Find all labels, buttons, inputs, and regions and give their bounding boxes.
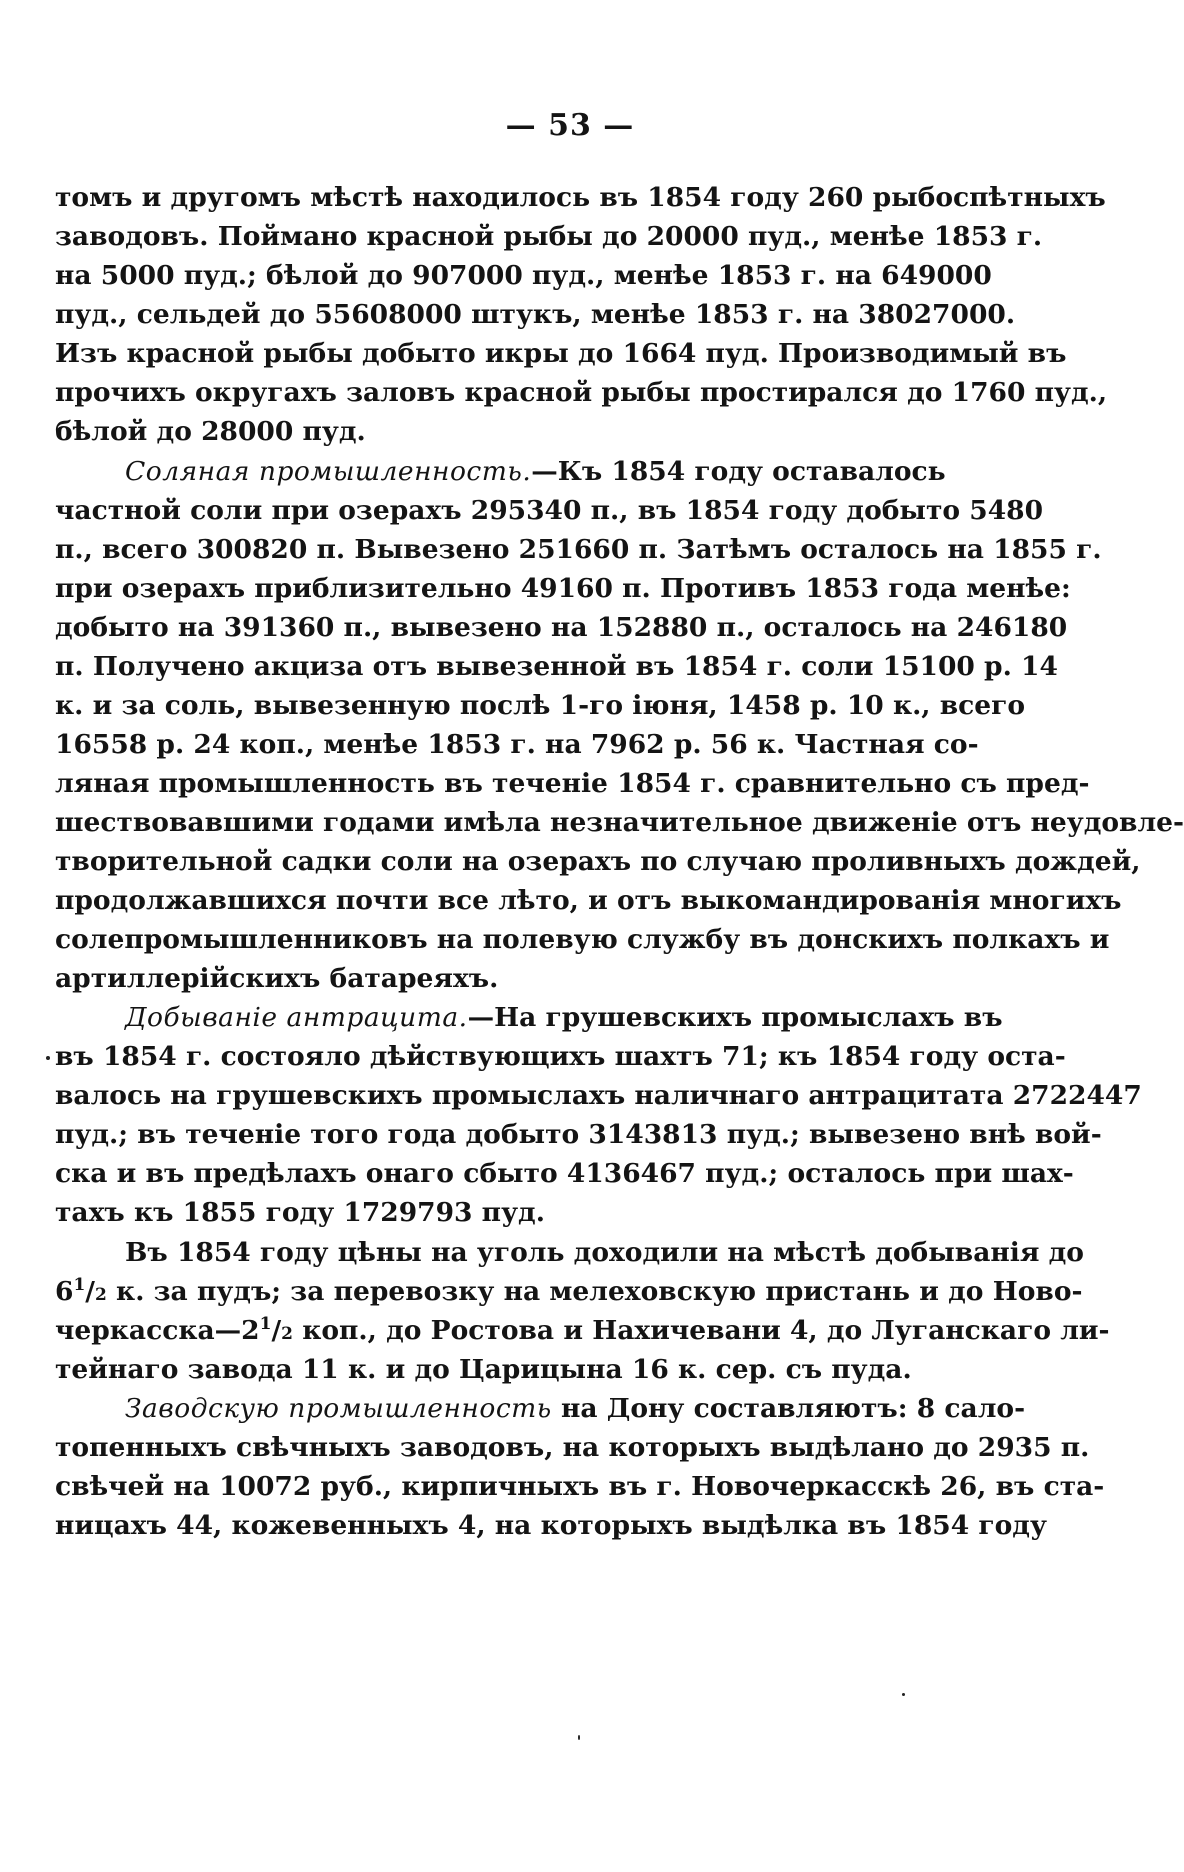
text-line: солепромышленниковъ на полевую службу въ донскихъ полкахъ и — [55, 924, 1110, 955]
text-line: въ 1854 г. состояло дѣйствующихъ шахтъ 71; къ 1854 году оста- — [55, 1041, 1066, 1072]
text-line: валось на грушевскихъ промыслахъ наличнаго антрацитата 2722447 — [55, 1080, 1142, 1111]
text-line: пуд.; въ теченіе того года добыто 3143813 пуд.; вывезено внѣ вой- — [55, 1119, 1102, 1150]
anthracite-first-line-rest: —На грушевскихъ промыслахъ въ — [467, 1002, 1003, 1033]
fraction-slash: / — [271, 1315, 282, 1346]
fraction-numerator: 1 — [259, 1314, 272, 1334]
text-line: ницахъ 44, кожевенныхъ 4, на которыхъ выдѣлка въ 1854 году — [55, 1510, 1047, 1541]
fraction-numerator: 1 — [73, 1275, 86, 1295]
text-line: п. Получено акциза отъ вывезенной въ 1854 г. соли 15100 р. 14 — [55, 651, 1058, 682]
paragraph-anthracite — [55, 998, 1142, 1232]
text-line: прочихъ округахъ заловъ красной рыбы простирался до 1760 пуд., — [55, 377, 1108, 408]
paragraph-factory — [55, 1389, 1105, 1545]
text-line: Изъ красной рыбы добыто икры до 1664 пуд. Производимый въ — [55, 338, 1067, 369]
text-line: пуд., сельдей до 55608000 штукъ, менѣе 1853 г. на 38027000. — [55, 299, 1016, 330]
fraction-denominator: 2 — [281, 1324, 293, 1344]
text-line: на 5000 пуд.; бѣлой до 907000 пуд., менѣе 1853 г. на 649000 — [55, 260, 992, 291]
fraction-slash: / — [85, 1276, 95, 1307]
text-line: 16558 р. 24 коп., менѣе 1853 г. на 7962 р. 56 к. Частная со- — [55, 729, 979, 760]
salt-heading: Соляная промышленность. — [125, 456, 532, 487]
text-line: ска и въ предѣлахъ онаго сбыто 4136467 пуд.; осталось при шах- — [55, 1158, 1074, 1189]
factory-first-line-rest: на Дону составляютъ: 8 сало- — [551, 1393, 1026, 1424]
text-line: бѣлой до 28000 пуд. — [55, 416, 366, 447]
factory-heading: Заводскую промышленность — [125, 1393, 552, 1424]
text-line: топенныхъ свѣчныхъ заводовъ, на которыхъ выдѣлано до 2935 п. — [55, 1432, 1090, 1463]
paragraph-prices — [55, 1233, 1110, 1389]
salt-first-line — [55, 452, 946, 491]
price-line-fraction-2 — [55, 1311, 1110, 1350]
scan-speck — [902, 1693, 905, 1696]
salt-first-line-rest: —Къ 1854 году оставалось — [531, 456, 946, 487]
text-line: продолжавшихся почти все лѣто, и отъ выкомандированія многихъ — [55, 885, 1122, 916]
text-line: артиллерійскихъ батареяхъ. — [55, 963, 499, 994]
text-line: творительной садки соли на озерахъ по случаю проливныхъ дождей, — [55, 846, 1141, 877]
text-run: черкасска—2 — [55, 1315, 260, 1346]
text-line: томъ и другомъ мѣстѣ находилось въ 1854 году 260 рыбоспѣтныхъ — [55, 182, 1106, 213]
text-line: заводовъ. Поймано красной рыбы до 20000 пуд., менѣе 1853 г. — [55, 221, 1043, 252]
text-line: при озерахъ приблизительно 49160 п. Противъ 1853 года менѣе: — [55, 573, 1071, 604]
text-run: к. за пудъ; за перевозку на мелеховскую пристань и до Ново- — [106, 1276, 1083, 1307]
text-line: тейнаго завода 11 к. и до Царицына 16 к. сер. съ пуда. — [55, 1354, 912, 1385]
text-line: Въ 1854 году цѣны на уголь доходили на мѣстѣ добыванія до — [125, 1237, 1084, 1268]
factory-first-line — [55, 1389, 1026, 1428]
fraction-whole: 6 — [55, 1276, 74, 1307]
text-line: добыто на 391360 п., вывезено на 152880 п., осталось на 246180 — [55, 612, 1068, 643]
anthracite-heading: Добываніе антрацита. — [125, 1002, 468, 1033]
scan-speck — [46, 1056, 50, 1060]
text-run: коп., до Ростова и Нахичевани 4, до Луганскаго ли- — [293, 1315, 1110, 1346]
text-line: частной соли при озерахъ 295340 п., въ 1854 году добыто 5480 — [55, 495, 1044, 526]
paragraph-fish — [55, 178, 1108, 451]
fraction-denominator: 2 — [94, 1285, 107, 1305]
scan-speck — [578, 1735, 580, 1740]
price-line-fraction-1 — [55, 1272, 1083, 1311]
page-number: — 53 — — [505, 108, 635, 143]
text-line: к. и за соль, вывезенную послѣ 1-го іюня, 1458 р. 10 к., всего — [55, 690, 1026, 721]
paragraph-salt — [55, 452, 1184, 998]
text-line: тахъ къ 1855 году 1729793 пуд. — [55, 1197, 545, 1228]
text-line: ляная промышленность въ теченіе 1854 г. сравнительно съ пред- — [55, 768, 1090, 799]
anthracite-first-line — [55, 998, 1003, 1037]
text-line: п., всего 300820 п. Вывезено 251660 п. Затѣмъ осталось на 1855 г. — [55, 534, 1102, 565]
text-line: свѣчей на 10072 руб., кирпичныхъ въ г. Новочеркасскѣ 26, въ ста- — [55, 1471, 1105, 1502]
text-line: шествовавшими годами имѣла незначительное движеніе отъ неудовле- — [55, 807, 1184, 838]
